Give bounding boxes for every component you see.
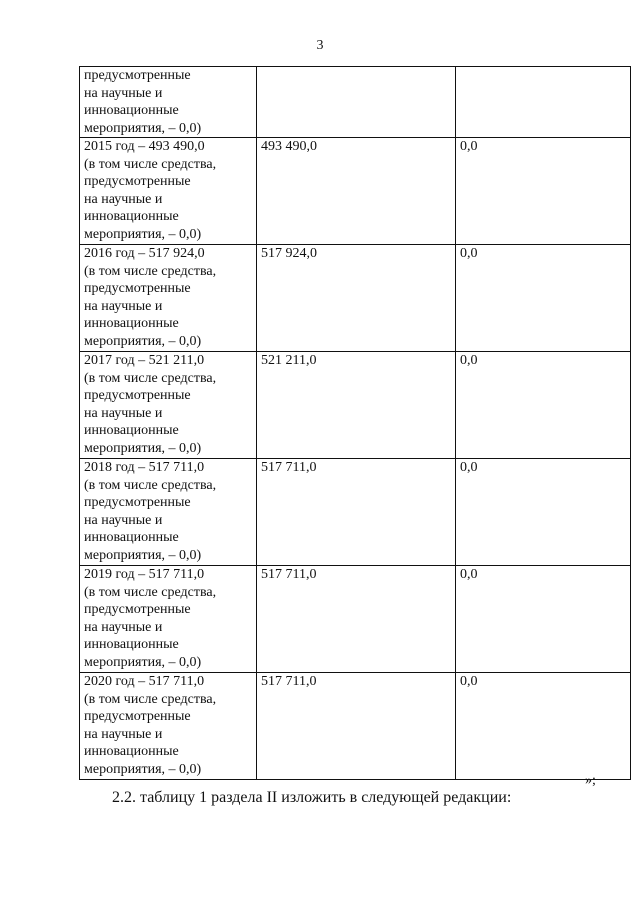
cell-line: предусмотренные xyxy=(84,495,191,510)
table-row xyxy=(80,352,631,459)
cell-line: (в том числе средства, xyxy=(84,477,217,493)
table-row xyxy=(80,459,631,566)
cell-line: (в том числе средства, xyxy=(84,156,217,172)
cell-line: 2020 год – 517 711,0 xyxy=(84,674,205,689)
cell-line: инновационные xyxy=(84,209,179,224)
table-row xyxy=(80,566,631,673)
cell-description xyxy=(80,245,257,352)
cell-other: 0,0 xyxy=(456,566,631,673)
cell-other: 0,0 xyxy=(456,459,631,566)
cell-line: 2018 год – 517 711,0 xyxy=(84,460,205,475)
cell-line: (в том числе средства, xyxy=(84,263,217,279)
cell-description xyxy=(80,566,257,673)
cell-line: (в том числе средства, xyxy=(84,691,217,707)
cell-line: на научные и xyxy=(84,726,163,742)
cell-line: (в том числе средства, xyxy=(84,370,217,386)
cell-line: предусмотренные xyxy=(84,388,191,403)
cell-amount: 521 211,0 xyxy=(257,352,456,459)
cell-line: мероприятия, – 0,0) xyxy=(84,761,202,777)
cell-line: (в том числе средства, xyxy=(84,584,217,600)
cell-line: мероприятия, – 0,0) xyxy=(84,440,202,456)
cell-line: мероприятия, – 0,0) xyxy=(84,120,202,136)
table-row xyxy=(80,138,631,245)
cell-line: предусмотренные xyxy=(84,602,191,617)
cell-description xyxy=(80,138,257,245)
cell-line: инновационные xyxy=(84,637,179,652)
cell-line: предусмотренные xyxy=(84,281,191,296)
cell-other: 0,0 xyxy=(456,673,631,780)
cell-line: на научные и xyxy=(84,298,163,314)
table-row xyxy=(80,245,631,352)
budget-table xyxy=(79,66,631,780)
cell-line: 2017 год – 521 211,0 xyxy=(84,353,205,368)
cell-amount: 517 711,0 xyxy=(257,673,456,780)
cell-line: инновационные xyxy=(84,316,179,331)
cell-line: на научные и xyxy=(84,512,163,528)
cell-amount: 517 711,0 xyxy=(257,566,456,673)
cell-amount: 517 711,0 xyxy=(257,459,456,566)
cell-line: инновационные xyxy=(84,530,179,545)
cell-line: на научные и xyxy=(84,619,163,635)
cell-line: 2015 год – 493 490,0 xyxy=(84,139,205,154)
cell-line: 2016 год – 517 924,0 xyxy=(84,246,205,261)
instruction-paragraph: 2.2. таблицу 1 раздела II изложить в следующей редакции: xyxy=(112,789,512,806)
cell-line: инновационные xyxy=(84,423,179,438)
cell-description xyxy=(80,67,257,138)
cell-line: инновационные xyxy=(84,744,179,759)
cell-other: 0,0 xyxy=(456,352,631,459)
cell-line: предусмотренные xyxy=(84,68,191,83)
closing-quote-mark: »; xyxy=(585,773,596,788)
page-number: 3 xyxy=(316,38,324,53)
cell-line: на научные и xyxy=(84,191,163,207)
cell-amount: 493 490,0 xyxy=(257,138,456,245)
cell-other xyxy=(456,67,631,138)
cell-line: мероприятия, – 0,0) xyxy=(84,654,202,670)
table-row-continuation xyxy=(80,67,631,138)
cell-line: предусмотренные xyxy=(84,709,191,724)
cell-amount: 517 924,0 xyxy=(257,245,456,352)
cell-line: мероприятия, – 0,0) xyxy=(84,547,202,563)
cell-other: 0,0 xyxy=(456,138,631,245)
table-row xyxy=(80,673,631,780)
cell-line: предусмотренные xyxy=(84,174,191,189)
cell-line: на научные и xyxy=(84,405,163,421)
cell-line: мероприятия, – 0,0) xyxy=(84,333,202,349)
cell-description xyxy=(80,459,257,566)
cell-description xyxy=(80,673,257,780)
cell-amount xyxy=(257,67,456,138)
cell-description xyxy=(80,352,257,459)
cell-other: 0,0 xyxy=(456,245,631,352)
cell-line: мероприятия, – 0,0) xyxy=(84,226,202,242)
cell-line: инновационные xyxy=(84,103,179,118)
cell-line: 2019 год – 517 711,0 xyxy=(84,567,205,582)
cell-line: на научные и xyxy=(84,85,163,101)
